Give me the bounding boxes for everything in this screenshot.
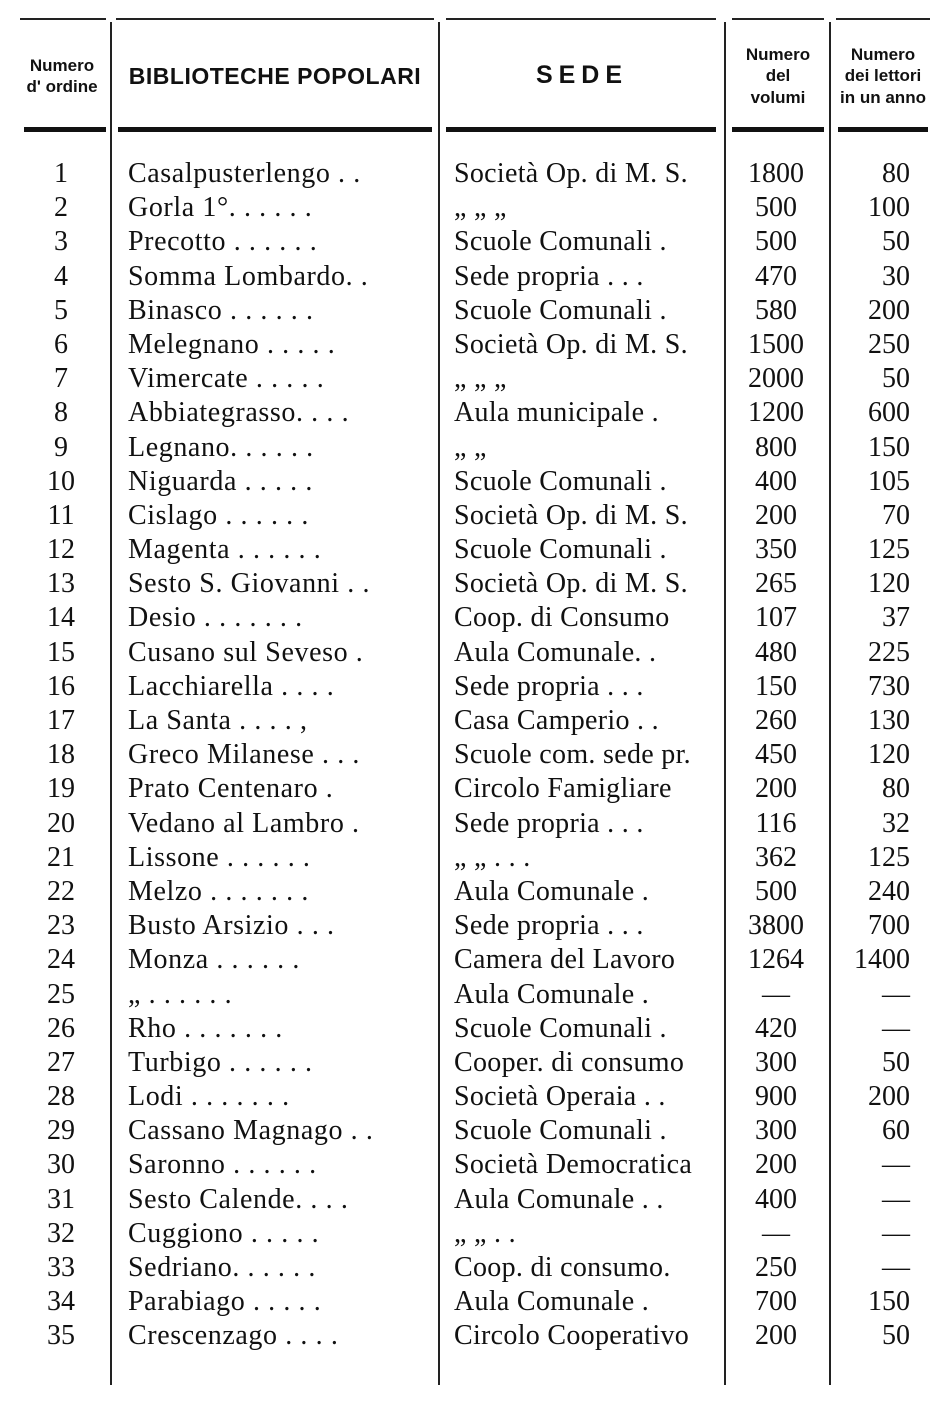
top-rule-library — [116, 18, 434, 20]
reader-count: 100 — [868, 192, 910, 224]
library-seat: Scuole Comunali . — [454, 226, 667, 258]
header-readers: Numero dei lettori in un anno — [840, 45, 926, 107]
table-row — [0, 1285, 950, 1319]
library-seat: „ „ „ — [454, 363, 507, 395]
library-seat: Società Op. di M. S. — [454, 568, 688, 600]
table-row — [0, 601, 950, 635]
header-number: Numero d' ordine — [26, 55, 98, 96]
row-number: 24 — [47, 944, 75, 976]
reader-count: 60 — [882, 1115, 910, 1147]
library-seat: Società Democratica — [454, 1149, 693, 1181]
library-seat: Aula Comunale . — [454, 875, 650, 907]
table-row — [0, 431, 950, 465]
table-row — [0, 191, 950, 225]
volume-count: 116 — [755, 807, 797, 839]
volume-count: 450 — [755, 739, 797, 771]
table-row — [0, 260, 950, 294]
volume-count: 1800 — [748, 158, 804, 189]
reader-count: — — [882, 978, 910, 1010]
reader-count: 50 — [882, 226, 910, 258]
row-number: 19 — [47, 773, 75, 805]
header-volumes: Numero del volumi — [745, 45, 811, 107]
row-number: 3 — [54, 226, 68, 258]
header-seat: SEDE — [535, 61, 629, 90]
library-name: Binasco . . . . . . — [128, 294, 314, 326]
volume-count: 400 — [755, 1183, 797, 1215]
table-row — [0, 294, 950, 328]
header-rule-number — [24, 127, 106, 132]
row-number: 5 — [54, 294, 68, 326]
library-seat: Società Op. di M. S. — [454, 499, 688, 531]
row-number: 23 — [47, 910, 75, 942]
header-rule-library — [118, 127, 432, 132]
volume-count: 260 — [755, 705, 797, 736]
library-name: Sedriano. . . . . . — [128, 1252, 316, 1283]
row-number: 12 — [47, 534, 75, 566]
library-seat: Aula Comunale . — [454, 1286, 650, 1318]
library-seat: „ „ — [454, 431, 487, 463]
table-row — [0, 704, 950, 738]
row-number: 18 — [47, 739, 75, 771]
library-seat: Aula municipale . — [454, 397, 659, 429]
reader-count: 240 — [868, 875, 910, 907]
table-row — [0, 1251, 950, 1285]
library-name: Abbiategrasso. . . . — [128, 397, 350, 429]
library-seat: Scuole Comunali . — [454, 1012, 667, 1044]
library-seat: Aula Comunale . . — [454, 1183, 664, 1215]
row-number: 2 — [54, 192, 68, 224]
library-seat: Circolo Cooperativo — [454, 1320, 690, 1352]
library-seat: Aula Comunale. . — [454, 636, 657, 668]
library-name: Cuggiono . . . . . — [128, 1217, 320, 1249]
table-row — [0, 772, 950, 806]
volume-count: 1264 — [748, 944, 804, 976]
reader-count: 30 — [882, 260, 910, 292]
header-library: BIBLIOTECHE POPOLARI — [128, 62, 422, 89]
reader-count: 125 — [868, 534, 910, 566]
library-name: Monza . . . . . . — [128, 944, 300, 976]
table-row — [0, 465, 950, 499]
volume-count: 900 — [755, 1081, 797, 1113]
table-row — [0, 1046, 950, 1080]
library-seat: Scuole Comunali . — [454, 534, 667, 566]
row-number: 29 — [47, 1115, 75, 1147]
library-name: Gorla 1°. . . . . . — [128, 192, 313, 224]
top-rule-readers — [836, 18, 930, 20]
table-row — [0, 807, 950, 841]
reader-count: 120 — [868, 739, 910, 771]
library-name: Busto Arsizio . . . — [128, 910, 335, 942]
reader-count: 1400 — [854, 944, 910, 976]
volume-count: 250 — [755, 1252, 797, 1283]
row-number: 14 — [47, 602, 75, 634]
library-name: Cislago . . . . . . — [128, 499, 309, 531]
library-name: Casalpusterlengo . . — [128, 158, 361, 189]
row-number: 13 — [47, 568, 75, 600]
library-seat: „ „ . . . — [454, 841, 531, 873]
volume-count: 350 — [755, 534, 797, 566]
library-seat: Aula Comunale . — [454, 978, 650, 1010]
library-name: Vimercate . . . . . — [128, 363, 325, 395]
table-row — [0, 1080, 950, 1114]
row-number: 21 — [47, 841, 75, 873]
library-name: Desio . . . . . . . — [128, 602, 303, 634]
top-rule-volumes — [732, 18, 824, 20]
library-seat: „ „ . . — [454, 1217, 516, 1249]
reader-count: 225 — [868, 636, 910, 668]
library-name: Niguarda . . . . . — [128, 465, 313, 497]
row-number: 15 — [47, 636, 75, 668]
table-row — [0, 636, 950, 670]
row-number: 33 — [47, 1252, 75, 1283]
library-name: Cassano Magnago . . — [128, 1115, 374, 1147]
row-number: 17 — [47, 705, 75, 736]
table-row — [0, 533, 950, 567]
reader-count: 70 — [882, 499, 910, 531]
library-name: Precotto . . . . . . — [128, 226, 318, 258]
table-row — [0, 978, 950, 1012]
library-name: La Santa . . . . , — [128, 705, 308, 736]
table-row — [0, 1148, 950, 1182]
table-row — [0, 567, 950, 601]
reader-count: 120 — [868, 568, 910, 600]
reader-count: 200 — [868, 294, 910, 326]
library-seat: Coop. di Consumo — [454, 602, 670, 634]
library-name: Melegnano . . . . . — [128, 328, 336, 360]
volume-count: 2000 — [748, 363, 804, 395]
reader-count: 105 — [868, 465, 910, 497]
table-row — [0, 1114, 950, 1148]
reader-count: 50 — [882, 363, 910, 395]
table-row — [0, 1319, 950, 1353]
volume-count: 200 — [755, 1149, 797, 1181]
table-row — [0, 328, 950, 362]
volume-count: 150 — [755, 670, 797, 702]
library-seat: „ „ „ — [454, 192, 507, 224]
volume-count: 800 — [755, 431, 797, 463]
library-seat: Camera del Lavoro — [454, 944, 676, 976]
row-number: 20 — [47, 807, 75, 839]
volume-count: 500 — [755, 226, 797, 258]
reader-count: 150 — [868, 1286, 910, 1318]
reader-count: 130 — [868, 705, 910, 736]
volume-count: 1500 — [748, 328, 804, 360]
library-name: Cusano sul Seveso . — [128, 636, 364, 668]
row-number: 25 — [47, 978, 75, 1010]
volume-count: 107 — [755, 602, 797, 634]
reader-count: — — [882, 1217, 910, 1249]
table-row — [0, 1217, 950, 1251]
library-seat: Società Operaia . . — [454, 1081, 666, 1113]
volume-count: 500 — [755, 192, 797, 224]
row-number: 27 — [47, 1046, 75, 1078]
volume-count: 200 — [755, 773, 797, 805]
row-number: 31 — [47, 1183, 75, 1215]
reader-count: — — [882, 1149, 910, 1181]
library-name: Lissone . . . . . . — [128, 841, 311, 873]
table-row — [0, 943, 950, 977]
volume-count: 3800 — [748, 910, 804, 942]
row-number: 8 — [54, 397, 68, 429]
row-number: 35 — [47, 1320, 75, 1352]
volume-count: 1200 — [748, 397, 804, 429]
reader-count: 50 — [882, 1320, 910, 1352]
reader-count: 32 — [882, 807, 910, 839]
library-name: Vedano al Lambro . — [128, 807, 360, 839]
reader-count: 250 — [868, 328, 910, 360]
row-number: 9 — [54, 431, 68, 463]
volume-count: 265 — [755, 568, 797, 600]
library-name: Turbigo . . . . . . — [128, 1046, 313, 1078]
row-number: 34 — [47, 1286, 75, 1318]
volume-count: 420 — [755, 1012, 797, 1044]
library-name: Greco Milanese . . . — [128, 739, 361, 771]
library-seat: Scuole Comunali . — [454, 294, 667, 326]
top-rule-seat — [446, 18, 716, 20]
volume-count: 200 — [755, 499, 797, 531]
row-number: 4 — [54, 260, 68, 292]
library-name: Sesto S. Giovanni . . — [128, 568, 371, 600]
library-name: Sesto Calende. . . . — [128, 1183, 349, 1215]
table-row — [0, 670, 950, 704]
library-seat: Scuole Comunali . — [454, 1115, 667, 1147]
row-number: 30 — [47, 1149, 75, 1181]
row-number: 28 — [47, 1081, 75, 1113]
library-seat: Scuole com. sede pr. — [454, 739, 691, 771]
table-row — [0, 909, 950, 943]
reader-count: — — [882, 1012, 910, 1044]
volume-count: — — [762, 978, 790, 1010]
row-number: 26 — [47, 1012, 75, 1044]
volume-count: 470 — [755, 260, 797, 292]
volume-count: 400 — [755, 465, 797, 497]
row-number: 1 — [54, 158, 68, 189]
reader-count: 200 — [868, 1081, 910, 1113]
library-seat: Scuole Comunali . — [454, 465, 667, 497]
library-name: Saronno . . . . . . — [128, 1149, 317, 1181]
table-row — [0, 157, 950, 191]
table-row — [0, 738, 950, 772]
table-row — [0, 362, 950, 396]
table-body — [0, 157, 950, 1354]
library-name: Parabiago . . . . . — [128, 1286, 322, 1318]
reader-count: 80 — [882, 158, 910, 189]
row-number: 22 — [47, 875, 75, 907]
volume-count: 362 — [755, 841, 797, 873]
reader-count: 150 — [868, 431, 910, 463]
volume-count: 480 — [755, 636, 797, 668]
table-row — [0, 1012, 950, 1046]
top-rule-number — [20, 18, 106, 20]
reader-count: 50 — [882, 1046, 910, 1078]
table-row — [0, 499, 950, 533]
reader-count: 700 — [868, 910, 910, 942]
volume-count: 700 — [755, 1286, 797, 1318]
library-seat: Casa Camperio . . — [454, 705, 659, 736]
volume-count: 300 — [755, 1046, 797, 1078]
library-name: Lacchiarella . . . . — [128, 670, 335, 702]
library-seat: Sede propria . . . — [454, 910, 644, 942]
volume-count: 580 — [755, 294, 797, 326]
library-name: Rho . . . . . . . — [128, 1012, 283, 1044]
library-name: Magenta . . . . . . — [128, 534, 322, 566]
row-number: 6 — [54, 328, 68, 360]
library-name: Lodi . . . . . . . — [128, 1081, 290, 1113]
library-name: Crescenzago . . . . — [128, 1320, 339, 1352]
library-seat: Cooper. di consumo — [454, 1046, 685, 1078]
header-rule-volumes — [732, 127, 824, 132]
reader-count: 600 — [868, 397, 910, 429]
library-seat: Sede propria . . . — [454, 807, 644, 839]
reader-count: 125 — [868, 841, 910, 873]
library-seat: Società Op. di M. S. — [454, 158, 688, 189]
row-number: 32 — [47, 1217, 75, 1249]
library-name: Melzo . . . . . . . — [128, 875, 309, 907]
reader-count: — — [882, 1252, 910, 1283]
header-rule-readers — [838, 127, 928, 132]
volume-count: — — [762, 1217, 790, 1249]
row-number: 11 — [47, 499, 75, 531]
volume-count: 200 — [755, 1320, 797, 1352]
table-row — [0, 875, 950, 909]
library-seat: Coop. di consumo. — [454, 1252, 671, 1283]
volume-count: 500 — [755, 875, 797, 907]
reader-count: 37 — [882, 602, 910, 634]
library-seat: Circolo Famigliare — [454, 773, 672, 805]
table-row — [0, 225, 950, 259]
row-number: 7 — [54, 363, 68, 395]
table-row — [0, 396, 950, 430]
library-name: Legnano. . . . . . — [128, 431, 314, 463]
library-name: „ . . . . . . — [128, 978, 233, 1010]
reader-count: — — [882, 1183, 910, 1215]
volume-count: 300 — [755, 1115, 797, 1147]
library-seat: Società Op. di M. S. — [454, 328, 688, 360]
header-rule-seat — [446, 127, 716, 132]
table-row — [0, 841, 950, 875]
reader-count: 80 — [882, 773, 910, 805]
library-name: Somma Lombardo. . — [128, 260, 369, 292]
table-row — [0, 1183, 950, 1217]
reader-count: 730 — [868, 670, 910, 702]
library-seat: Sede propria . . . — [454, 260, 644, 292]
library-seat: Sede propria . . . — [454, 670, 644, 702]
row-number: 16 — [47, 670, 75, 702]
row-number: 10 — [47, 465, 75, 497]
library-name: Prato Centenaro . — [128, 773, 334, 805]
